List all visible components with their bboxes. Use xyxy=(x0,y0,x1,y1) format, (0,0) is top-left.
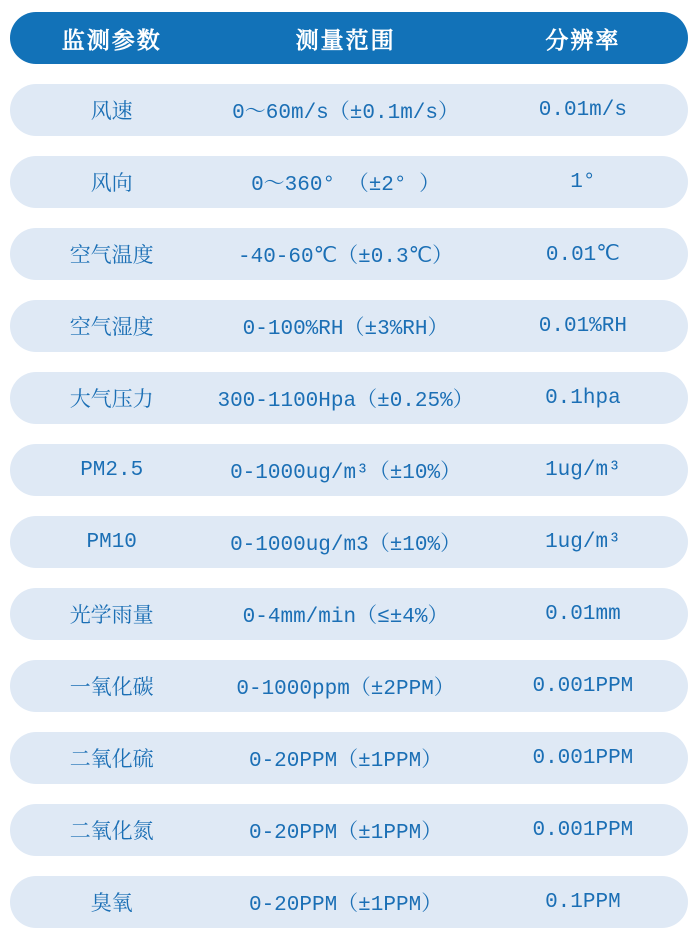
resolution-cell: 0.01mm xyxy=(545,602,621,626)
param-cell: 风速 xyxy=(90,102,133,125)
column-header-parameter: 监测参数 xyxy=(61,28,162,55)
param-cell: 空气湿度 xyxy=(69,318,154,341)
resolution-cell: 0.1PPM xyxy=(545,890,621,914)
range-cell: 0-20PPM（±1PPM） xyxy=(248,822,443,845)
table-header xyxy=(10,12,688,64)
table-row xyxy=(10,588,688,640)
range-cell: 300-1100Hpa（±0.25%） xyxy=(217,390,474,413)
table-row xyxy=(10,732,688,784)
table-row xyxy=(10,84,688,136)
resolution-cell: 0.01℃ xyxy=(545,244,620,267)
resolution-cell: 0.01%RH xyxy=(538,314,627,338)
table-row xyxy=(10,876,688,928)
range-cell: 0～60m/s（±0.1m/s） xyxy=(232,102,459,125)
column-header-resolution: 分辨率 xyxy=(545,28,621,55)
param-cell: 一氧化碳 xyxy=(69,678,154,701)
param-cell: 二氧化氮 xyxy=(69,822,154,845)
column-header-range: 测量范围 xyxy=(295,28,396,55)
range-cell: 0-100%RH（±3%RH） xyxy=(242,318,449,341)
table-row xyxy=(10,156,688,208)
param-cell: 空气温度 xyxy=(69,246,154,269)
param-cell: 风向 xyxy=(90,174,133,197)
param-cell: 光学雨量 xyxy=(69,606,154,629)
param-cell: PM10 xyxy=(86,530,137,554)
table-row xyxy=(10,516,688,568)
table-row xyxy=(10,804,688,856)
resolution-cell: 1ug/m³ xyxy=(545,458,621,482)
range-cell: 0-1000ug/m³（±10%） xyxy=(230,462,462,485)
resolution-cell: 1° xyxy=(570,170,596,194)
range-cell: 0-4mm/min（≤±4%） xyxy=(242,606,449,629)
table-row xyxy=(10,300,688,352)
range-cell: -40-60℃（±0.3℃） xyxy=(237,246,454,269)
param-cell: 二氧化硫 xyxy=(69,750,154,773)
resolution-cell: 0.1hpa xyxy=(545,386,621,410)
resolution-cell: 0.001PPM xyxy=(532,674,634,698)
resolution-cell: 0.001PPM xyxy=(532,746,634,770)
resolution-cell: 0.01m/s xyxy=(538,98,627,122)
param-cell: 臭氧 xyxy=(90,894,133,917)
range-cell: 0-1000ppm（±2PPM） xyxy=(236,678,455,701)
table-row xyxy=(10,228,688,280)
range-cell: 0-1000ug/m3（±10%） xyxy=(230,534,462,557)
table-row xyxy=(10,444,688,496)
resolution-cell: 0.001PPM xyxy=(532,818,634,842)
range-cell: 0～360° （±2° ） xyxy=(251,174,441,197)
param-cell: PM2.5 xyxy=(80,458,144,482)
table-row xyxy=(10,660,688,712)
resolution-cell: 1ug/m³ xyxy=(545,530,621,554)
table-row xyxy=(10,372,688,424)
range-cell: 0-20PPM（±1PPM） xyxy=(248,750,443,773)
param-cell: 大气压力 xyxy=(69,390,154,413)
range-cell: 0-20PPM（±1PPM） xyxy=(248,894,443,917)
